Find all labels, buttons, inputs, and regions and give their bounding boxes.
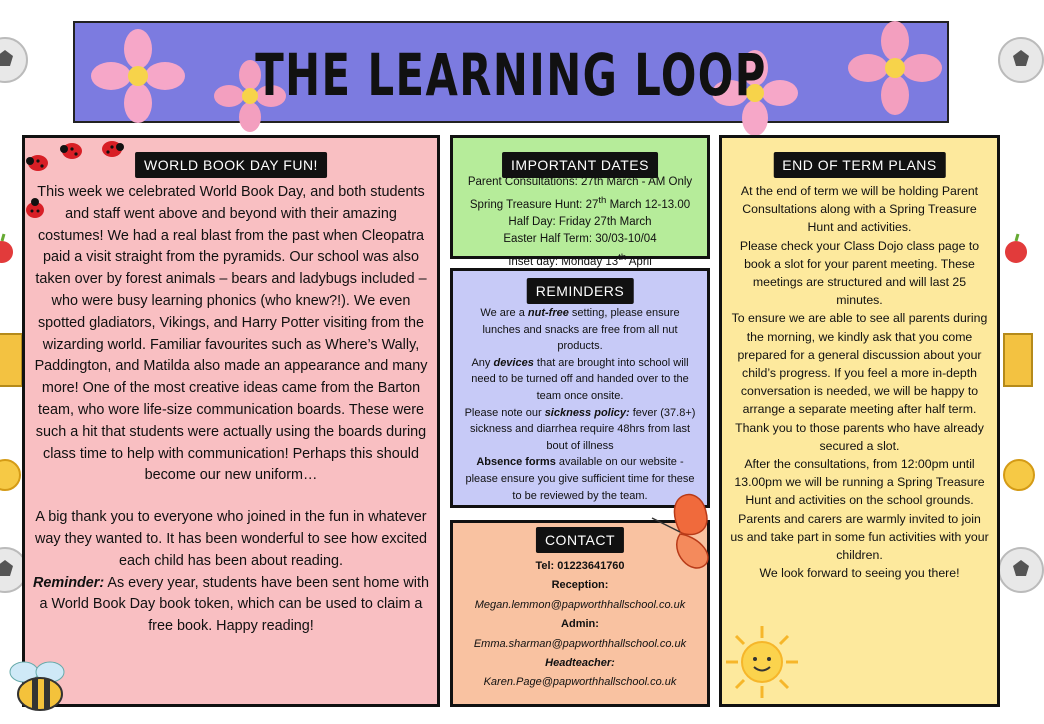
important-dates-list: [457, 174, 703, 271]
end-of-term-paragraph: To ensure we are able to see all parents during the morning, we kindly ask that you come prepared for a general discussion about your child’s progress. If you feel a more in-depth conversation is needed, we will be happy to arrange a separate meeting after half term.: [731, 311, 988, 417]
phone-number: Tel: 01223641760: [535, 560, 625, 572]
end-of-term-paragraph: We look forward to seeing you there!: [759, 566, 960, 581]
sun-icon: [722, 622, 802, 702]
book-icon: [0, 330, 24, 390]
title-banner: [73, 21, 949, 123]
date-item: [457, 192, 703, 214]
date-item: Easter Half Term: 30/03-10/04: [503, 233, 657, 246]
reminder-text: We are a: [480, 307, 528, 319]
important-dates-panel: [450, 135, 710, 268]
world-book-day-body: [33, 182, 429, 638]
ladybug-icon: [60, 140, 84, 160]
reception-label: Reception:: [551, 579, 609, 592]
date-item: Half Day: Friday 27th March: [508, 215, 652, 228]
reminder-emphasis: nut-free: [527, 307, 569, 319]
book-icon: [1002, 330, 1032, 390]
reminder-text: available on our website - please ensure you give sufficient time for these to be reviewed by the team.: [465, 456, 695, 502]
reminder-emphasis: devices: [493, 356, 534, 369]
end-of-term-paragraph: Thank you to those parents who have already secured a slot.: [735, 420, 984, 453]
date-item-text: March 12-13.00: [606, 198, 691, 211]
reminders-body: [461, 305, 699, 504]
headteacher-email: Karen.Page@papworthhallschool.co.uk: [483, 676, 677, 689]
date-item-text: Inset day: Monday 13: [508, 255, 619, 268]
butterfly-icon: [640, 482, 720, 580]
ladybug-icon: [24, 198, 46, 220]
page-title: THE LEARNING LOOP: [255, 41, 767, 109]
reception-email: Megan.lemmon@papworthhallschool.co.uk: [474, 598, 686, 611]
admin-label: Admin:: [561, 618, 599, 631]
football-icon: [0, 30, 28, 90]
world-book-day-heading: WORLD BOOK DAY FUN!: [135, 152, 327, 178]
contact-heading: CONTACT: [536, 527, 624, 553]
ladybug-icon: [100, 138, 124, 158]
reminder-text: As every year, students have been sent home with a World Book Day book token, which can be used to claim a free book. Happy reading!: [39, 574, 429, 635]
apple-icon: [1004, 232, 1028, 268]
date-item-suffix: th: [598, 194, 607, 206]
date-item-text: April: [626, 255, 652, 268]
reminders-heading: REMINDERS: [527, 278, 634, 304]
ladybug-icon: [26, 152, 50, 172]
end-of-term-heading: END OF TERM PLANS: [773, 152, 946, 178]
football-icon: [998, 540, 1044, 600]
reminder-text: Please note our: [464, 406, 545, 419]
reminder-item: [461, 305, 699, 355]
reminders-panel: [450, 268, 710, 508]
end-of-term-body: [730, 182, 989, 582]
date-item-text: Spring Treasure Hunt: 27: [469, 198, 599, 211]
date-item-suffix: th: [618, 251, 627, 263]
end-of-term-paragraph: After the consultations, from 12:00pm until 13.00pm we will be running a Spring Treasure Hunt and activities on the school grounds. Parents and carers are warmly invited to join us and take part in some fun activities with your children.: [730, 457, 989, 563]
reminder-text: fever (37.8+) sickness and diarrhea require 48hrs from last bout of illness: [469, 406, 696, 452]
reminder-label: Reminder:: [33, 574, 105, 591]
end-of-term-paragraph: At the end of term we will be holding Parent Consultations along with a Spring Treasure Hunt and activities.: [740, 184, 979, 235]
reminder-paragraph: [33, 573, 429, 638]
reminder-text: setting, please ensure lunches and snacks are free from all nut products.: [482, 307, 680, 353]
flower-icon: [850, 23, 940, 113]
reminder-item: [461, 405, 699, 455]
reminder-item: [461, 355, 699, 405]
date-item: Parent Consultations: 27th March - AM Only: [467, 176, 693, 188]
reminder-emphasis: sickness policy:: [544, 406, 630, 419]
world-book-day-panel: [22, 135, 440, 707]
bee-icon: [0, 650, 80, 716]
world-book-day-paragraph: This week we celebrated World Book Day, and both students and staff went above and beyond with their amazing costumes! We had a real blast from the past when Cleopatra paid a visit straight from the pyramids. Our school was also taken over by forest animals – bears and ladybugs included – who were busy learning phonics (who knew?!). We even spotted gladiators, Vikings, and Harry Potter visiting from the wizarding world. Familiar favourites such as Where’s Wally, Paddington, and Matilda also made an appearance and many more! One of the most creative ideas came from the Barton team, who wore life-size communication boards. These were such a hit that students were actually using the boards during class time to help with communication! Perhaps this should become our new uniform…: [34, 184, 428, 484]
admin-email: Emma.sharman@papworthhallschool.co.uk: [473, 637, 687, 650]
reminder-emphasis: Absence forms: [476, 456, 556, 469]
coin-icon: [1002, 455, 1036, 495]
world-book-day-paragraph: A big thank you to everyone who joined in the fun in whatever way they wanted to. It has been wonderful to see how excited each child has been about reading.: [35, 509, 427, 569]
football-icon: [998, 30, 1044, 90]
flower-icon: [93, 31, 183, 121]
coin-icon: [0, 455, 22, 495]
end-of-term-paragraph: Please check your Class Dojo class page to book a slot for your parent meeting. These meetings are structured and will last 25 minutes.: [739, 238, 980, 308]
headteacher-label: Headteacher:: [545, 657, 615, 670]
reminder-text: that are brought into school will need to be turned off and handed over to the team once onsite.: [471, 356, 689, 402]
apple-icon: [0, 232, 14, 268]
important-dates-heading: IMPORTANT DATES: [502, 152, 658, 178]
reminder-text: Any: [471, 356, 494, 369]
